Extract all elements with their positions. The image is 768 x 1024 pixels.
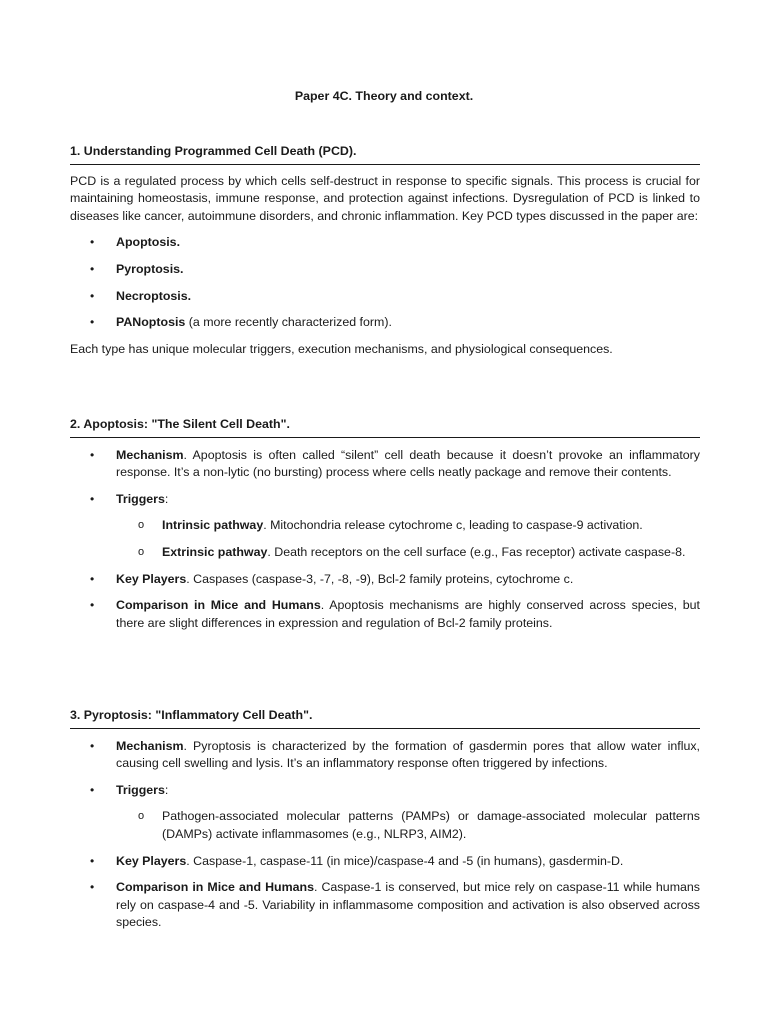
list-item: • PANoptosis (a more recently characterized form). xyxy=(70,314,700,332)
section-apoptosis xyxy=(70,416,700,632)
apoptosis-list xyxy=(70,447,700,633)
list-item: • Key Players. Caspase-1, caspase-11 (in mice)/caspase-4 and -5 (in humans), gasdermin-D. xyxy=(70,853,700,871)
list-item: • Apoptosis. xyxy=(70,234,700,252)
page-title: Paper 4C. Theory and context. xyxy=(294,89,474,103)
section-heading: 2. Apoptosis: "The Silent Cell Death". xyxy=(70,416,700,438)
pyroptosis-list xyxy=(70,738,700,932)
list-item: • Triggers: o Intrinsic pathway. Mitochondria release cytochrome c, leading to caspase-9 activation. o Extrinsic pathway. Death receptors on the cell surface (e.g., Fas receptor) activate caspase-8. xyxy=(70,491,700,562)
list-item: • Comparison in Mice and Humans. Caspase-1 is conserved, but mice rely on caspase-11 while humans rely on caspase-4 and -5. Variability in inflammasome composition and activation is also observed across species. xyxy=(70,879,700,932)
triggers-sublist xyxy=(116,808,700,843)
triggers-sublist xyxy=(116,517,700,561)
sub-list-item: o Intrinsic pathway. Mitochondria release cytochrome c, leading to caspase-9 activation. xyxy=(116,517,700,535)
list-item: • Triggers: o Pathogen-associated molecular patterns (PAMPs) or damage-associated molecular patterns (DAMPs) activate inflammasomes (e.g., NLRP3, AIM2). xyxy=(70,782,700,844)
section-pcd xyxy=(70,143,700,358)
sub-list-item: o Pathogen-associated molecular patterns (PAMPs) or damage-associated molecular patterns (DAMPs) activate inflammasomes (e.g., NLRP3, AIM2). xyxy=(116,808,700,843)
list-item: • Mechanism. Apoptosis is often called “silent” cell death because it doesn’t provoke an inflammatory response. It’s a non-lytic (no bursting) process where cells neatly package and remove their contents. xyxy=(70,447,700,482)
list-item: • Mechanism. Pyroptosis is characterized by the formation of gasdermin pores that allow water influx, causing cell swelling and lysis. It’s an inflammatory response often triggered by infections. xyxy=(70,738,700,773)
section-heading: 3. Pyroptosis: "Inflammatory Cell Death". xyxy=(70,707,700,729)
pcd-types-list xyxy=(70,234,700,331)
section-pyroptosis xyxy=(70,707,700,932)
section-intro: PCD is a regulated process by which cells self-destruct in response to specific signals. This process is crucial for maintaining homeostasis, immune response, and protection against infections. Dysregulation of PCD is linked to diseases like cancer, autoimmune disorders, and chronic inflammation. Key PCD types discussed in the paper are: xyxy=(70,173,700,223)
sub-list-item: o Extrinsic pathway. Death receptors on the cell surface (e.g., Fas receptor) activate caspase-8. xyxy=(116,544,700,562)
section-heading: 1. Understanding Programmed Cell Death (PCD). xyxy=(70,143,700,165)
list-item: • Pyroptosis. xyxy=(70,261,700,279)
list-item: • Comparison in Mice and Humans. Apoptosis mechanisms are highly conserved across species, but there are slight differences in expression and regulation of Bcl-2 family proteins. xyxy=(70,597,700,632)
list-item: • Key Players. Caspases (caspase-3, -7, -8, -9), Bcl-2 family proteins, cytochrome c. xyxy=(70,571,700,589)
list-item: • Necroptosis. xyxy=(70,288,700,306)
section-closing: Each type has unique molecular triggers, execution mechanisms, and physiological consequences. xyxy=(70,341,613,356)
